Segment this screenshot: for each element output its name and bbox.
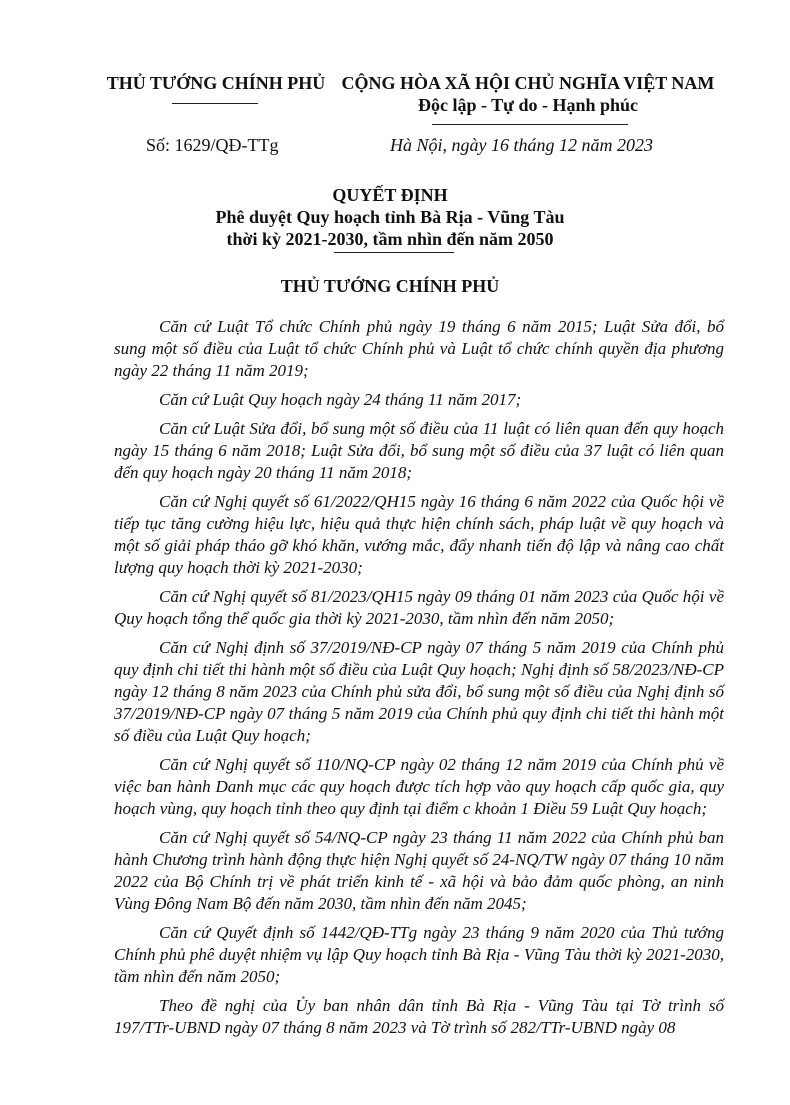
authority-underline: [172, 103, 258, 104]
preamble-paragraph: Căn cứ Luật Tổ chức Chính phủ ngày 19 tháng 6 năm 2015; Luật Sửa đổi, bổ sung một số điều của Luật tổ chức Chính phủ và Luật tổ chức chính quyền địa phương ngày 22 tháng 11 năm 2019;: [114, 317, 724, 380]
preamble-paragraph: Căn cứ Luật Quy hoạch ngày 24 tháng 11 năm 2017;: [159, 390, 522, 409]
preamble-paragraph: Căn cứ Nghị quyết số 81/2023/QH15 ngày 09 tháng 01 năm 2023 của Quốc hội về Quy hoạch tổng thể quốc gia thời kỳ 2021-2030, tầm nhìn đến năm 2050;: [114, 587, 724, 628]
title-underline: [334, 252, 454, 253]
preamble-paragraph: Theo đề nghị của Ủy ban nhân dân tỉnh Bà Rịa - Vũng Tàu tại Tờ trình số 197/TTr-UBND ngày 07 tháng 8 năm 2023 và Tờ trình số 282/TTr-UBND ngày 08: [114, 996, 724, 1037]
preamble-paragraph: Căn cứ Nghị quyết số 54/NQ-CP ngày 23 tháng 11 năm 2022 của Chính phủ ban hành Chương trình hành động thực hiện Nghị quyết số 24-NQ/TW ngày 07 tháng 10 năm 2022 của Bộ Chính trị về phát triển kinh tế - xã hội và bảo đảm quốc phòng, an ninh Vùng Đông Nam Bộ đến năm 2030, tầm nhìn đến năm 2045;: [114, 828, 724, 913]
preamble-paragraph: Căn cứ Quyết định số 1442/QĐ-TTg ngày 23 tháng 9 năm 2020 của Thủ tướng Chính phủ phê duyệt nhiệm vụ lập Quy hoạch tỉnh Bà Rịa - Vũng Tàu thời kỳ 2021-2030, tầm nhìn đến năm 2050;: [114, 923, 724, 986]
national-motto: Độc lập - Tự do - Hạnh phúc: [417, 95, 639, 115]
national-title-block: [338, 72, 718, 116]
preamble-paragraph: Căn cứ Luật Sửa đổi, bổ sung một số điều của 11 luật có liên quan đến quy hoạch ngày 15 tháng 6 năm 2018; Luật Sửa đổi, bổ sung một số điều của 37 luật có liên quan đến quy hoạch ngày 20 tháng 11 năm 2018;: [114, 419, 724, 482]
place-and-date: Hà Nội, ngày 16 tháng 12 năm 2023: [390, 135, 653, 155]
document-title-block: [100, 184, 680, 250]
document-subject-line-1: Phê duyệt Quy hoạch tỉnh Bà Rịa - Vũng Tàu: [215, 207, 565, 227]
issuing-authority-block: [96, 72, 336, 94]
decision-authority: THỦ TƯỚNG CHÍNH PHỦ: [280, 276, 500, 296]
preamble-paragraph: Căn cứ Nghị định số 37/2019/NĐ-CP ngày 07 tháng 5 năm 2019 của Chính phủ quy định chi tiết thi hành một số điều của Luật Quy hoạch; Nghị định số 58/2023/NĐ-CP ngày 12 tháng 8 năm 2023 của Chính phủ sửa đổi, bổ sung một số điều của Nghị định số 37/2019/NĐ-CP ngày 07 tháng 5 năm 2019 của Chính phủ quy định chi tiết thi hành một số điều của Luật Quy hoạch;: [114, 638, 724, 745]
preamble-body: [114, 316, 724, 1039]
motto-underline: [432, 124, 628, 125]
preamble-paragraph: Căn cứ Nghị quyết số 110/NQ-CP ngày 02 tháng 12 năm 2019 của Chính phủ về việc ban hành Danh mục các quy hoạch được tích hợp vào quy hoạch cấp quốc gia, quy hoạch vùng, quy hoạch tỉnh theo quy định tại điểm c khoản 1 Điều 59 Luật Quy hoạch;: [114, 755, 724, 818]
document-number: Số: 1629/QĐ-TTg: [146, 135, 279, 155]
issuing-authority: THỦ TƯỚNG CHÍNH PHỦ: [106, 73, 326, 93]
document-subject-line-2: thời kỳ 2021-2030, tầm nhìn đến năm 2050: [226, 229, 554, 249]
preamble-paragraph: Căn cứ Nghị quyết số 61/2022/QH15 ngày 16 tháng 6 năm 2022 của Quốc hội về tiếp tục tăng cường hiệu lực, hiệu quả thực hiện chính sách, pháp luật về quy hoạch và một số giải pháp tháo gỡ khó khăn, vướng mắc, đẩy nhanh tiến độ lập và nâng cao chất lượng quy hoạch thời kỳ 2021-2030;: [114, 492, 724, 577]
national-title: CỘNG HÒA XÃ HỘI CHỦ NGHĨA VIỆT NAM: [341, 73, 715, 93]
document-type: QUYẾT ĐỊNH: [332, 185, 448, 205]
